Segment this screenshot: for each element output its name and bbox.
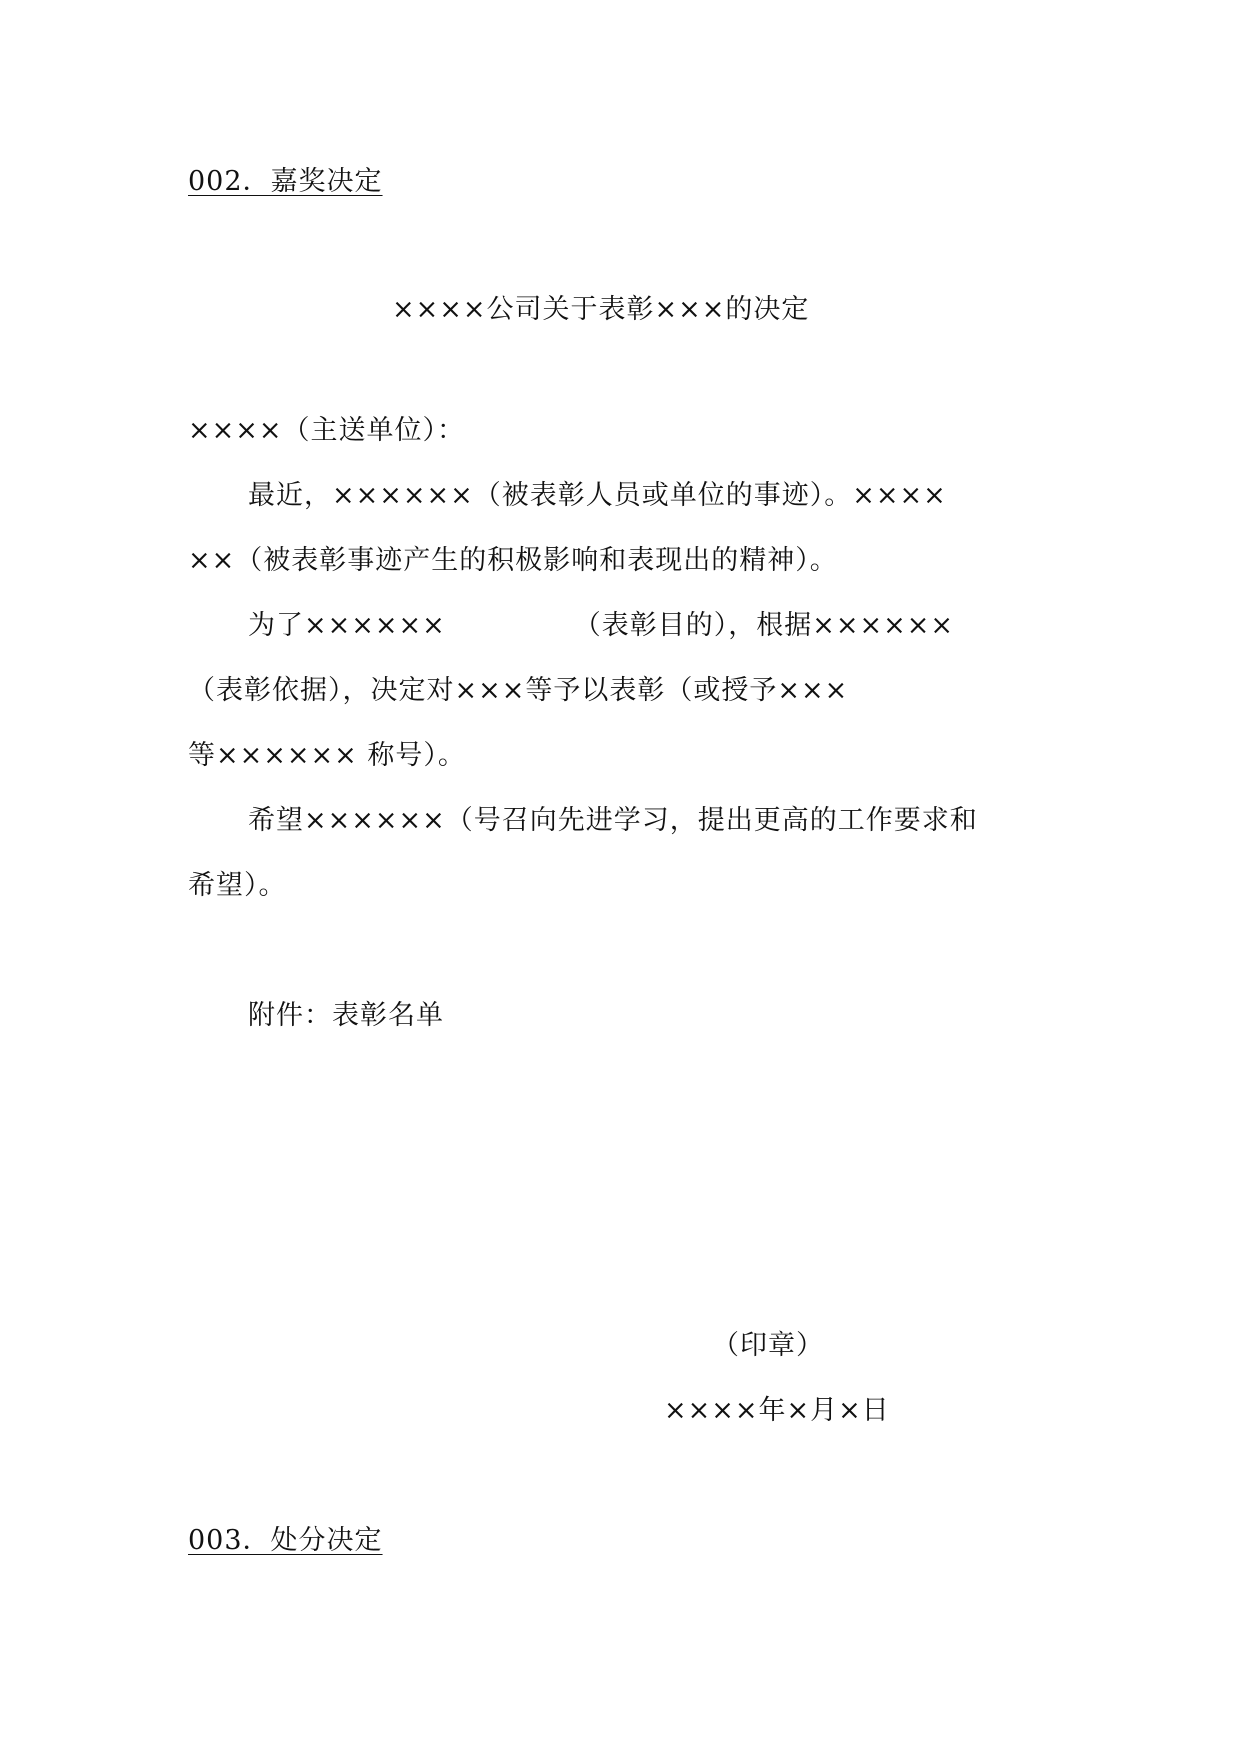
section-heading-disciplinary-decision: 003．处分决定 <box>188 1525 383 1556</box>
section-heading-award-decision: 002．嘉奖决定 <box>188 166 383 197</box>
attachment-line: 附件：表彰名单 <box>248 1000 444 1031</box>
paragraph-3-line-1: 希望××××××（号召向先进学习，提出更高的工作要求和 <box>248 805 978 836</box>
seal-placeholder: （印章） <box>712 1330 824 1361</box>
paragraph-2-line-1-part-2: （表彰目的），根据×××××× <box>573 610 954 641</box>
paragraph-2-line-1 <box>248 609 954 643</box>
recipient-line: ××××（主送单位）： <box>188 415 465 446</box>
document-title: ××××公司关于表彰×××的决定 <box>392 294 810 325</box>
paragraph-3-line-2: 希望）。 <box>188 870 287 901</box>
paragraph-1-line-1: 最近，××××××（被表彰人员或单位的事迹）。×××× <box>248 480 947 511</box>
document-date: ××××年×月×日 <box>664 1395 890 1426</box>
paragraph-2-line-1-part-1: 为了×××××× <box>248 610 446 641</box>
paragraph-2-line-2: （表彰依据），决定对×××等予以表彰（或授予××× <box>188 675 849 706</box>
paragraph-1-line-2: ××（被表彰事迹产生的积极影响和表现出的精神）。 <box>188 545 838 576</box>
paragraph-2-line-3: 等×××××× 称号）。 <box>188 740 466 771</box>
